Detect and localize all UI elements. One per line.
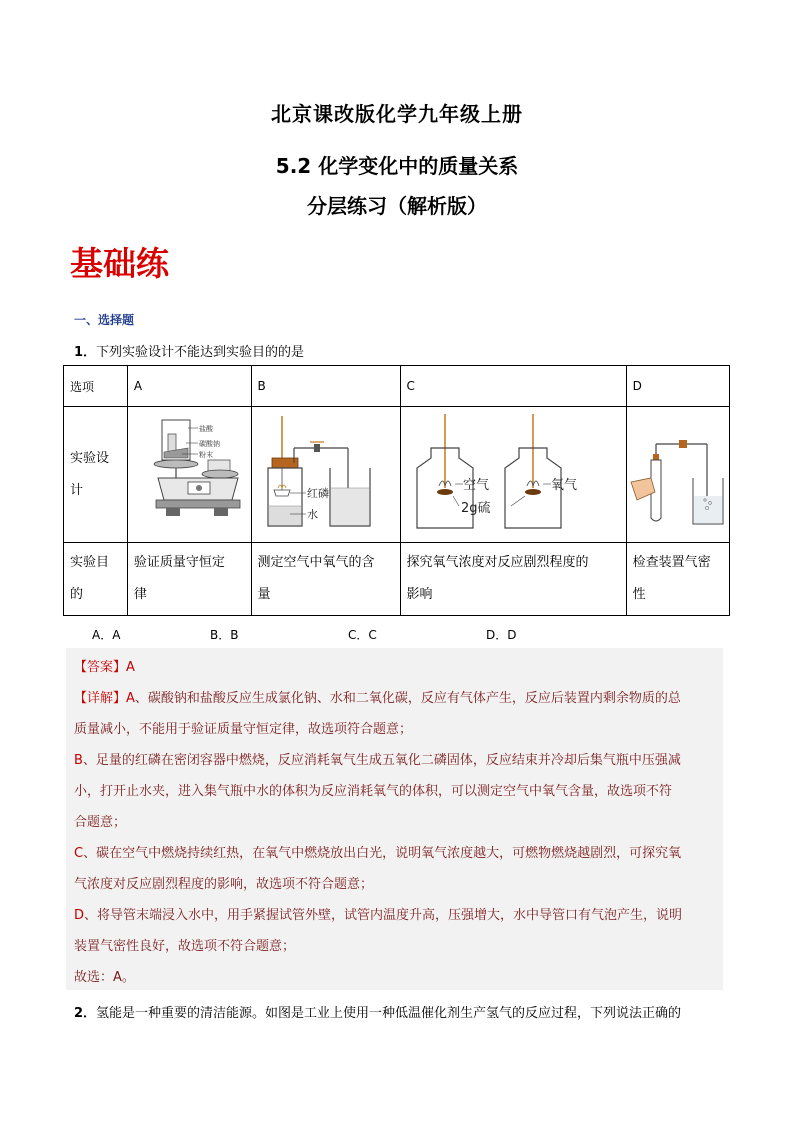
row-label-design xyxy=(64,407,128,543)
purpose-line: 律 xyxy=(133,587,147,602)
detail-text: 、碳在空气中燃烧持续红热，在氧气中燃烧放出白光，说明氧气浓度越大，可燃物燃烧越剧烈，可探究氧 xyxy=(83,846,682,861)
figure-cell-c xyxy=(400,407,626,543)
combustion-bottles-figure xyxy=(401,408,623,538)
detail-text: 小，打开止水夹，进入集气瓶中水的体积为反应消耗氧气的体积，可以测定空气中氧气含量，故选项不符 xyxy=(74,784,673,799)
purpose-line: 影响 xyxy=(406,587,433,602)
detail-lead: D xyxy=(74,908,85,923)
answer-tag: 【答案】 xyxy=(74,660,127,675)
choice-d[interactable]: D．D xyxy=(486,628,517,642)
question-number: 1． xyxy=(74,345,97,360)
detail-line xyxy=(74,749,681,768)
question-number: 2． xyxy=(74,1006,97,1021)
header-cell-option: 选项 xyxy=(64,366,128,407)
answer-line xyxy=(74,656,135,675)
question-stem: 下列实验设计不能达到实验目的的是 xyxy=(96,345,305,360)
row-label-line: 的 xyxy=(70,587,84,602)
row-label-line: 实验设 xyxy=(70,450,110,466)
detail-line xyxy=(74,687,681,706)
choice-a[interactable]: A．A xyxy=(92,628,121,642)
answer-value: A xyxy=(126,660,135,675)
label-air: 空气 xyxy=(462,477,489,493)
question-2 xyxy=(74,1002,681,1021)
question-1 xyxy=(74,341,304,360)
section-title: 基础练 xyxy=(70,244,169,283)
purpose-cell-a xyxy=(127,543,251,616)
table-row-design xyxy=(64,407,730,543)
purpose-line: 验证质量守恒定 xyxy=(133,555,225,570)
detail-lead: C xyxy=(74,846,84,861)
choice-b[interactable]: B．B xyxy=(210,628,239,642)
label-water: 水 xyxy=(306,507,318,521)
detail-line xyxy=(74,935,295,954)
detail-line xyxy=(74,966,135,985)
document-title: 北京课改版化学九年级上册 xyxy=(271,102,523,126)
detail-lead: B xyxy=(74,753,83,768)
subsection-title: 一、选择题 xyxy=(74,313,135,327)
lesson-title: 5.2 化学变化中的质量关系 xyxy=(275,154,519,178)
detail-line xyxy=(74,873,373,892)
header-cell-a: A xyxy=(127,366,251,407)
figure-cell-d xyxy=(626,407,729,543)
detail-text: 装置气密性良好，故选项不符合题意； xyxy=(74,939,296,954)
detail-text: 、碳酸钠和盐酸反应生成氯化钠、水和二氧化碳，反应有气体产生，反应后装置内剩余物质的总 xyxy=(134,691,681,706)
detail-tag: 【详解】 xyxy=(74,691,127,706)
detail-line xyxy=(74,718,412,737)
detail-text: 、将导管末端浸入水中，用手紧握试管外壁，试管内温度升高，压强增大，水中导管口有气泡产生，说明 xyxy=(84,908,683,923)
header-cell-d: D xyxy=(626,366,729,407)
table-row-purpose xyxy=(64,543,730,616)
detail-line xyxy=(74,904,682,923)
table-header-row xyxy=(64,366,730,407)
airtightness-figure xyxy=(627,408,728,538)
detail-text: 气浓度对反应剧烈程度的影响，故选项不符合题意； xyxy=(74,877,374,892)
purpose-cell-b xyxy=(251,543,400,616)
detail-text: 合题意； xyxy=(74,815,127,830)
question-stem: 氢能是一种重要的清洁能源。如图是工业上使用一种低温催化剂生产氢气的反应过程，下列说法正确的 xyxy=(96,1006,682,1021)
purpose-cell-d xyxy=(626,543,729,616)
figure-cell-b xyxy=(251,407,400,543)
detail-line xyxy=(74,811,126,830)
label-red-phosphorus: 红磷 xyxy=(306,486,329,500)
phosphorus-apparatus-figure xyxy=(252,408,398,538)
header-cell-b: B xyxy=(251,366,400,407)
row-label-purpose xyxy=(64,543,128,616)
row-label-line: 计 xyxy=(70,482,84,498)
figure-cell-a xyxy=(127,407,251,543)
row-label-line: 实验目 xyxy=(70,555,110,570)
detail-line xyxy=(74,842,681,861)
choice-c[interactable]: C．C xyxy=(348,628,377,642)
detail-lead: A xyxy=(126,691,135,706)
detail-text: 质量减小，不能用于验证质量守恒定律，故选项符合题意； xyxy=(74,722,413,737)
label-oxygen: 氧气 xyxy=(550,477,577,493)
label-na2co3: 碳酸钠 xyxy=(198,439,220,448)
detail-text: 故选：A。 xyxy=(74,970,135,985)
label-hcl: 盐酸 xyxy=(198,424,213,433)
header-cell-c: C xyxy=(400,366,626,407)
purpose-line: 测定空气中氧气的含 xyxy=(257,555,375,570)
label-sulfur: 2g硫 xyxy=(460,500,491,516)
purpose-line: 探究氧气浓度对反应剧烈程度的 xyxy=(406,555,589,570)
purpose-line: 性 xyxy=(632,587,646,602)
purpose-cell-c xyxy=(400,543,626,616)
lesson-subtitle: 分层练习（解析版） xyxy=(307,194,487,218)
purpose-line: 检查装置气密 xyxy=(632,555,711,570)
detail-line xyxy=(74,780,672,799)
detail-text: 、足量的红磷在密闭容器中燃烧，反应消耗氧气生成五氧化二磷固体，反应结束并冷却后集气瓶中压强减 xyxy=(82,753,681,768)
purpose-line: 量 xyxy=(257,587,271,602)
balance-apparatus-figure xyxy=(128,408,248,538)
options-table xyxy=(63,365,730,616)
label-powder: 粉末 xyxy=(198,450,213,459)
